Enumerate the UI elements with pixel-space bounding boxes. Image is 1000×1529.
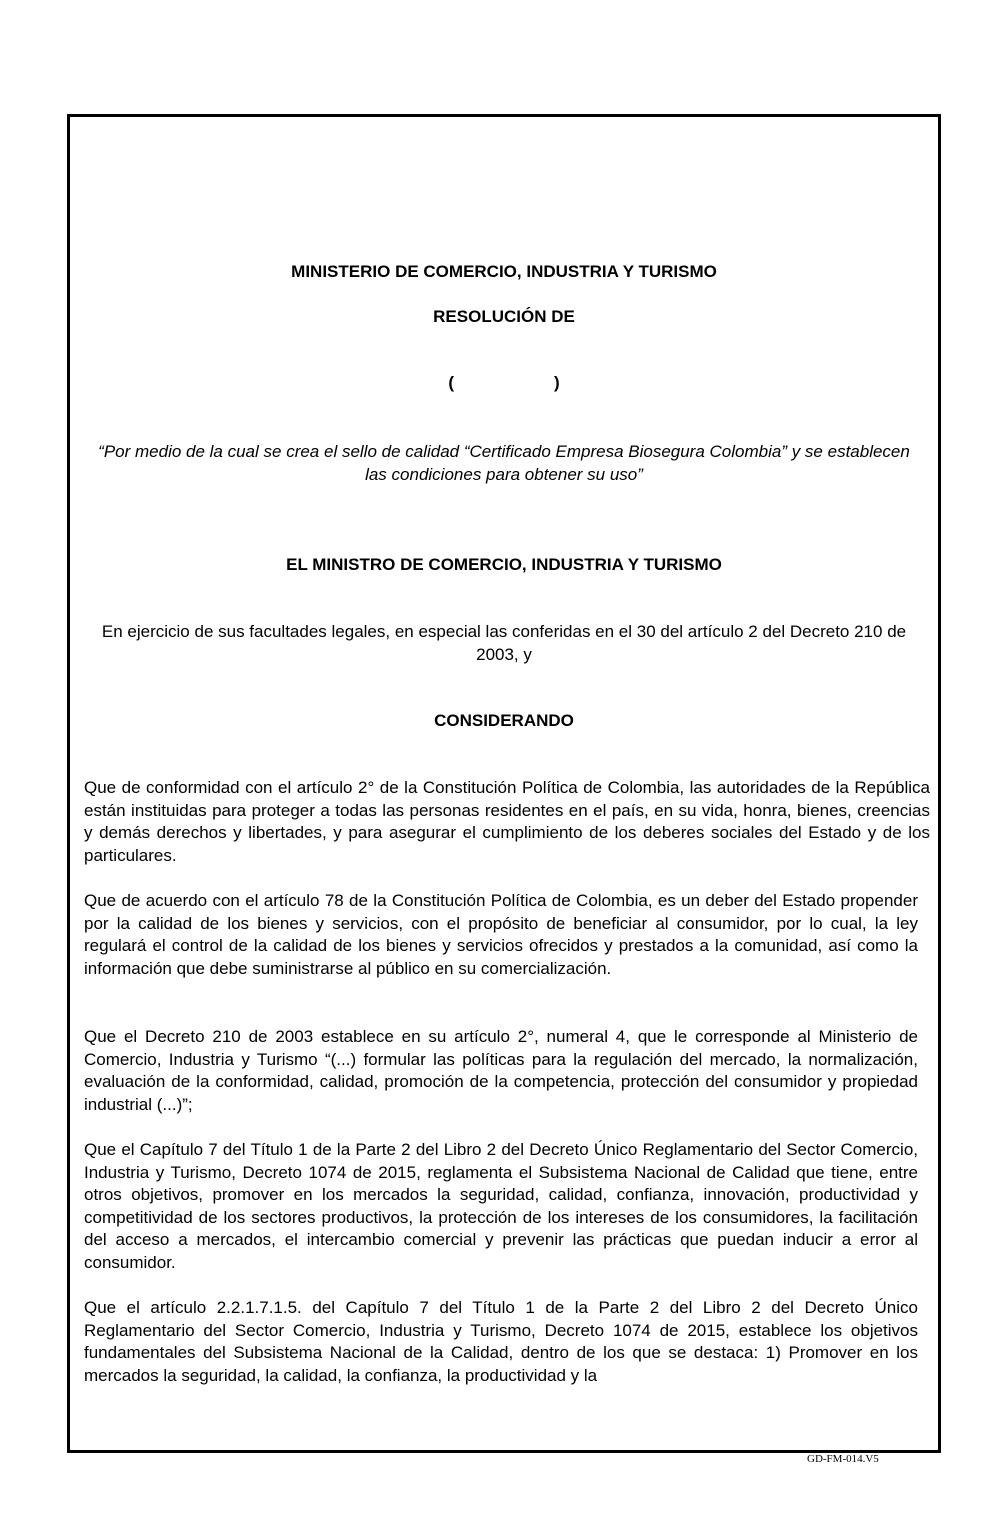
considering-paragraph: Que de acuerdo con el artículo 78 de la Constitución Política de Colombia, es un deber del Estado propender por la calidad de los bienes y servicios, con el propósito de beneficiar al consumidor, por lo cual, la ley regulará el control de la calidad de los bienes y servicios ofrecidos y prestados a la comunidad, así como la información que debe suministrarse al público en su comercialización. bbox=[84, 891, 918, 978]
minister-title: EL MINISTRO DE COMERCIO, INDUSTRIA Y TURISMO bbox=[286, 555, 722, 574]
resolution-number-open: ( bbox=[448, 373, 454, 392]
considering-paragraph: Que el artículo 2.2.1.7.1.5. del Capítulo 7 del Título 1 de la Parte 2 del Libro 2 del Decreto Único Reglamentario del Sector Comercio, Industria y Turismo, Decreto 1074 de 2015, establece los objetivos fundamentales del Subsistema Nacional de la Calidad, dentro de los que se destaca: 1) Promover en los mercados la seguridad, la calidad, la confianza, la productividad y la bbox=[84, 1298, 918, 1385]
document-page-frame bbox=[67, 114, 941, 1453]
legal-powers-statement: En ejercicio de sus facultades legales, en especial las conferidas en el 30 del artículo 2 del Decreto 210 de 2003, y bbox=[101, 622, 907, 664]
considering-paragraph: Que el Capítulo 7 del Título 1 de la Parte 2 del Libro 2 del Decreto Único Reglamentario del Sector Comercio, Industria y Turismo, Decreto 1074 de 2015, reglamenta el Subsistema Nacional de Calidad que tiene, entre otros objetivos, promover en los mercados la seguridad, calidad, confianza, innovación, productividad y competitividad de los sectores productivos, la protección de los intereses de los consumidores, la facilitación del acceso a mercados, el intercambio comercial y prevenir las prácticas que puedan inducir a error al consumidor. bbox=[84, 1140, 918, 1272]
resolution-number bbox=[70, 373, 938, 393]
resolution-subject: “Por medio de la cual se crea el sello de calidad “Certificado Empresa Biosegura Colombia” y se establecen las condiciones para obtener su uso” bbox=[98, 442, 910, 484]
considering-title: CONSIDERANDO bbox=[434, 711, 574, 730]
resolution-number-close: ) bbox=[554, 373, 560, 392]
form-code: GD-FM-014.V5 bbox=[807, 1453, 879, 1465]
considering-paragraph: Que el Decreto 210 de 2003 establece en su artículo 2°, numeral 4, que le corresponde al Ministerio de Comercio, Industria y Turismo “(...) formular las políticas para la regulación del mercado, la normalización, evaluación de la conformidad, calidad, promoción de la competencia, protección del consumidor y propiedad industrial (...)”; bbox=[84, 1027, 918, 1114]
ministry-title: MINISTERIO DE COMERCIO, INDUSTRIA Y TURISMO bbox=[291, 262, 717, 281]
considering-paragraph: Que de conformidad con el artículo 2° de la Constitución Política de Colombia, las autoridades de la República están instituidas para proteger a todas las personas residentes en el país, en su vida, honra, bienes, creencias y demás derechos y libertades, y para asegurar el cumplimiento de los deberes sociales del Estado y de los particulares. bbox=[84, 778, 930, 865]
resolution-title: RESOLUCIÓN DE bbox=[433, 307, 575, 326]
